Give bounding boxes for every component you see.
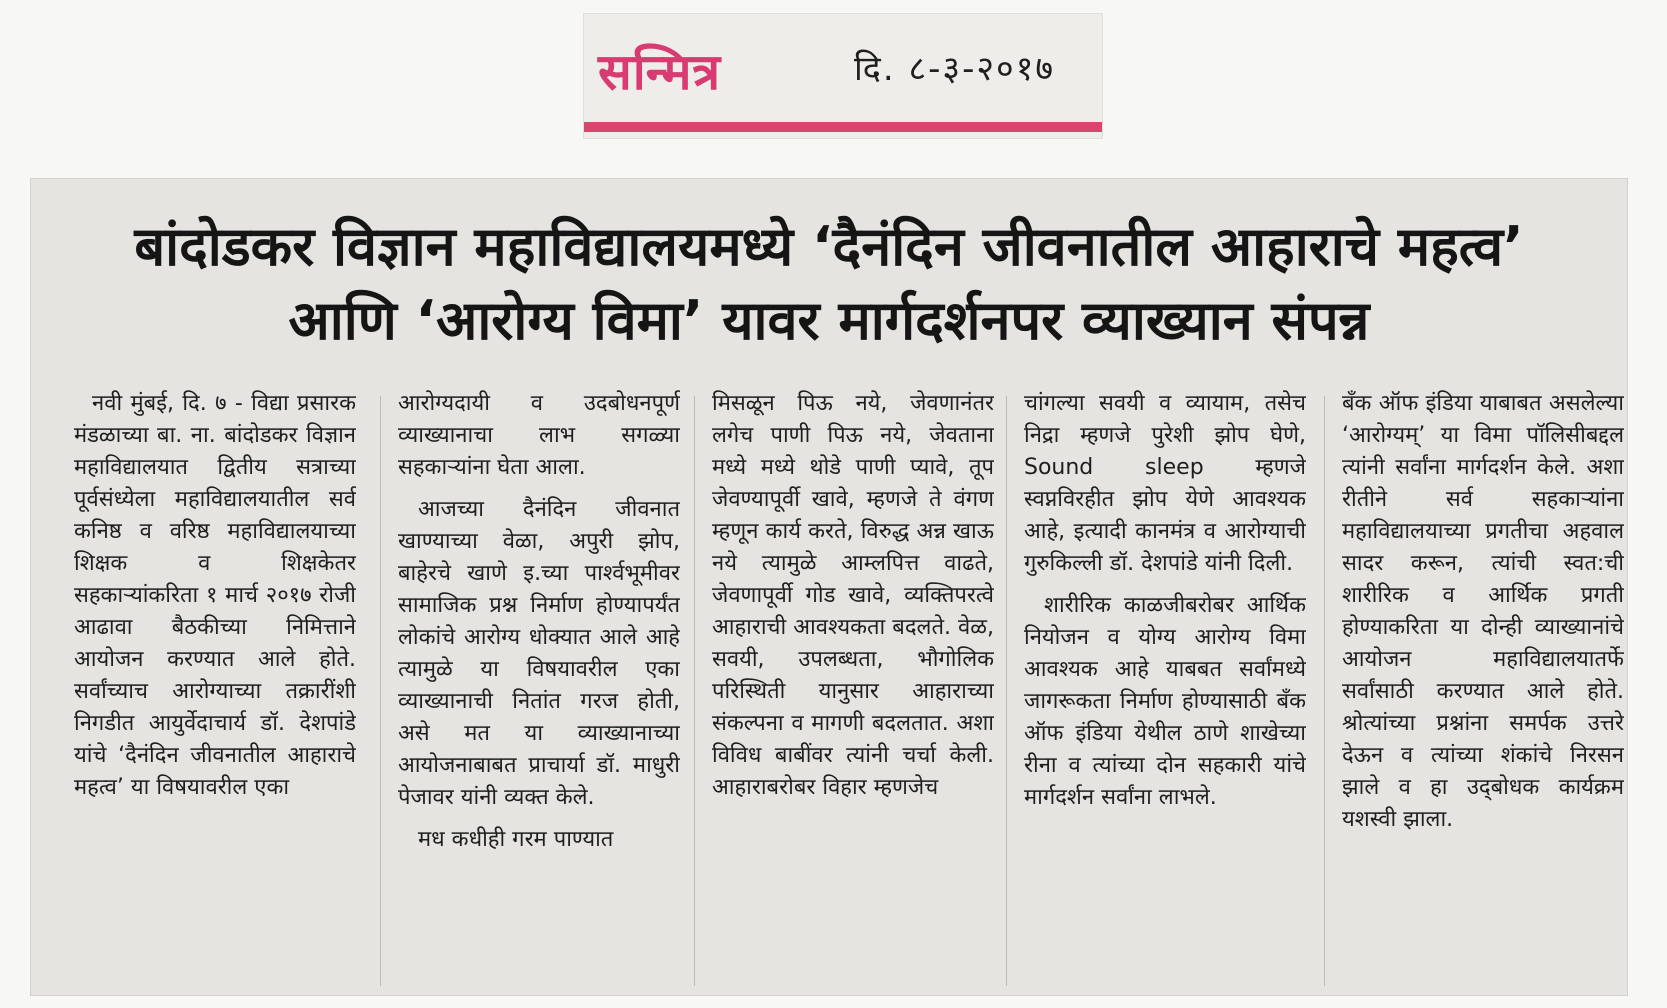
headline-line-1: बांदोडकर विज्ञान महाविद्यालयमध्ये ‘दैनंदिन जीवनातील आहाराचे महत्व’ bbox=[134, 215, 1524, 278]
masthead-underline bbox=[584, 122, 1102, 132]
article-column-4 bbox=[1024, 388, 1306, 988]
column-divider bbox=[694, 396, 695, 986]
article-paragraph: बँक ऑफ इंडिया याबाबत असलेल्या ‘आरोग्यम्’ या विमा पॉलिसीबद्दल त्यांनी सर्वांना मार्गदर्शन केले. अशा रीतीने सर्व सहकाऱ्यांना महाविद्यालयाच्या प्रगतीचा अहवाल सादर करून, त्यांची स्वत:ची शारीरिक व आर्थिक प्रगती होण्याकरिता या दोन्ही व्याख्यानांचे आयोजन महाविद्यालयातर्फे सर्वांसाठी करण्यात आले होते. श्रोत्यांच्या प्रश्नांना समर्पक उत्तरे देऊन व त्यांच्या शंकांचे निरसन झाले व हा उद्‌बोधक कार्यक्रम यशस्वी झाला. bbox=[1342, 391, 1624, 832]
article-paragraph: शारीरिक काळजीबरोबर आर्थिक नियोजन व योग्य आरोग्य विमा आवश्यक आहे याबबत सर्वांमध्ये जागरूकता निर्माण होण्यासाठी बँक ऑफ इंडिया येथील ठाणे शाखेच्या रीना व त्यांच्या दोन सहकारी यांचे मार्गदर्शन सर्वांना लाभले. bbox=[1024, 593, 1306, 810]
column-divider bbox=[1006, 396, 1007, 986]
article-paragraph: मध कधीही गरम पाण्यात bbox=[418, 827, 614, 852]
column-divider bbox=[1324, 396, 1325, 986]
article-paragraph: आजच्या दैनंदिन जीवनात खाण्याच्या वेळा, अपुरी झोप, बाहेरचे खाणे इ.च्या पार्श्वभूमीवर सामाजिक प्रश्न निर्माण होण्यापर्यंत लोकांचे आरोग्य धोक्यात आले आहे त्यामुळे या विषयावरील एका व्याख्यानाची नितांत गरज होती, असे मत या व्याख्यानाच्या आयोजनाबाबत प्राचार्या डॉ. माधुरी पेजावर यांनी व्यक्त केले. bbox=[398, 497, 680, 810]
article-column-1 bbox=[74, 388, 356, 988]
article-paragraph: आरोग्यदायी व उदबोधनपूर्ण व्याख्यानाचा लाभ सगळ्या सहकाऱ्यांना घेता आला. bbox=[398, 391, 680, 480]
news-clipping bbox=[30, 178, 1628, 996]
article-column-3 bbox=[712, 388, 994, 988]
article-paragraph: नवी मुंबई, दि. ७ - विद्या प्रसारक मंडळाच्या बा. ना. बांदोडकर विज्ञान महाविद्यालयात द्वितीय सत्राच्या पूर्वसंध्येला महाविद्यालयातील सर्व कनिष्ठ व वरिष्ठ महाविद्यालयाच्या शिक्षक व शिक्षकेतर सहकाऱ्यांकरिता १ मार्च २०१७ रोजी आढावा बैठकीच्या निमित्ताने आयोजन करण्यात आले होते. सर्वांच्याच आरोग्याच्या तक्रारींशी निगडीत आयुर्वेदाचार्य डॉ. देशपांडे यांचे ‘दैनंदिन जीवनातील आहाराचे महत्व’ या विषयावरील एका bbox=[74, 391, 356, 800]
article-paragraph: मिसळून पिऊ नये, जेवणानंतर लगेच पाणी पिऊ नये, जेवताना मध्ये मध्ये थोडे पाणी प्यावे, तूप जेवण्यापूर्वी खावे, म्हणजे ते वंगण म्हणून कार्य करते, विरुद्ध अन्न खाऊ नये त्यामुळे आम्लपित्त वाढते, जेवणापूर्वी गोड खावे, व्यक्तिपरत्वे आहाराची आवश्यकता बदलते. वेळ, सवयी, उपलब्धता, भौगोलिक परिस्थिती यानुसार आहाराच्या संकल्पना व मागणी बदलतात. अशा विविध बाबींवर त्यांनी चर्चा केली. आहाराबरोबर विहार म्हणजेच bbox=[712, 391, 994, 800]
article-paragraph: चांगल्या सवयी व व्यायाम, तसेच निद्रा म्हणजे पुरेशी झोप घेणे, Sound sleep म्हणजे स्वप्नविरहीत झोप येणे आवश्यक आहे, इत्यादी कानमंत्र व आरोग्याची गुरुकिल्ली डॉ. देशपांडे यांनी दिली. bbox=[1024, 391, 1306, 576]
article-body bbox=[52, 388, 1624, 988]
publication-date: दि. ८-३-२०१७ bbox=[854, 49, 1056, 89]
article-column-5 bbox=[1342, 388, 1624, 988]
newspaper-masthead bbox=[584, 14, 1102, 138]
article-column-2 bbox=[398, 388, 680, 988]
headline-line-2: आणि ‘आरोग्य विमा’ यावर मार्गदर्शनपर व्याख्यान संपन्न bbox=[288, 289, 1370, 352]
newspaper-name: सन्मित्र bbox=[598, 42, 722, 101]
column-divider bbox=[380, 396, 381, 986]
